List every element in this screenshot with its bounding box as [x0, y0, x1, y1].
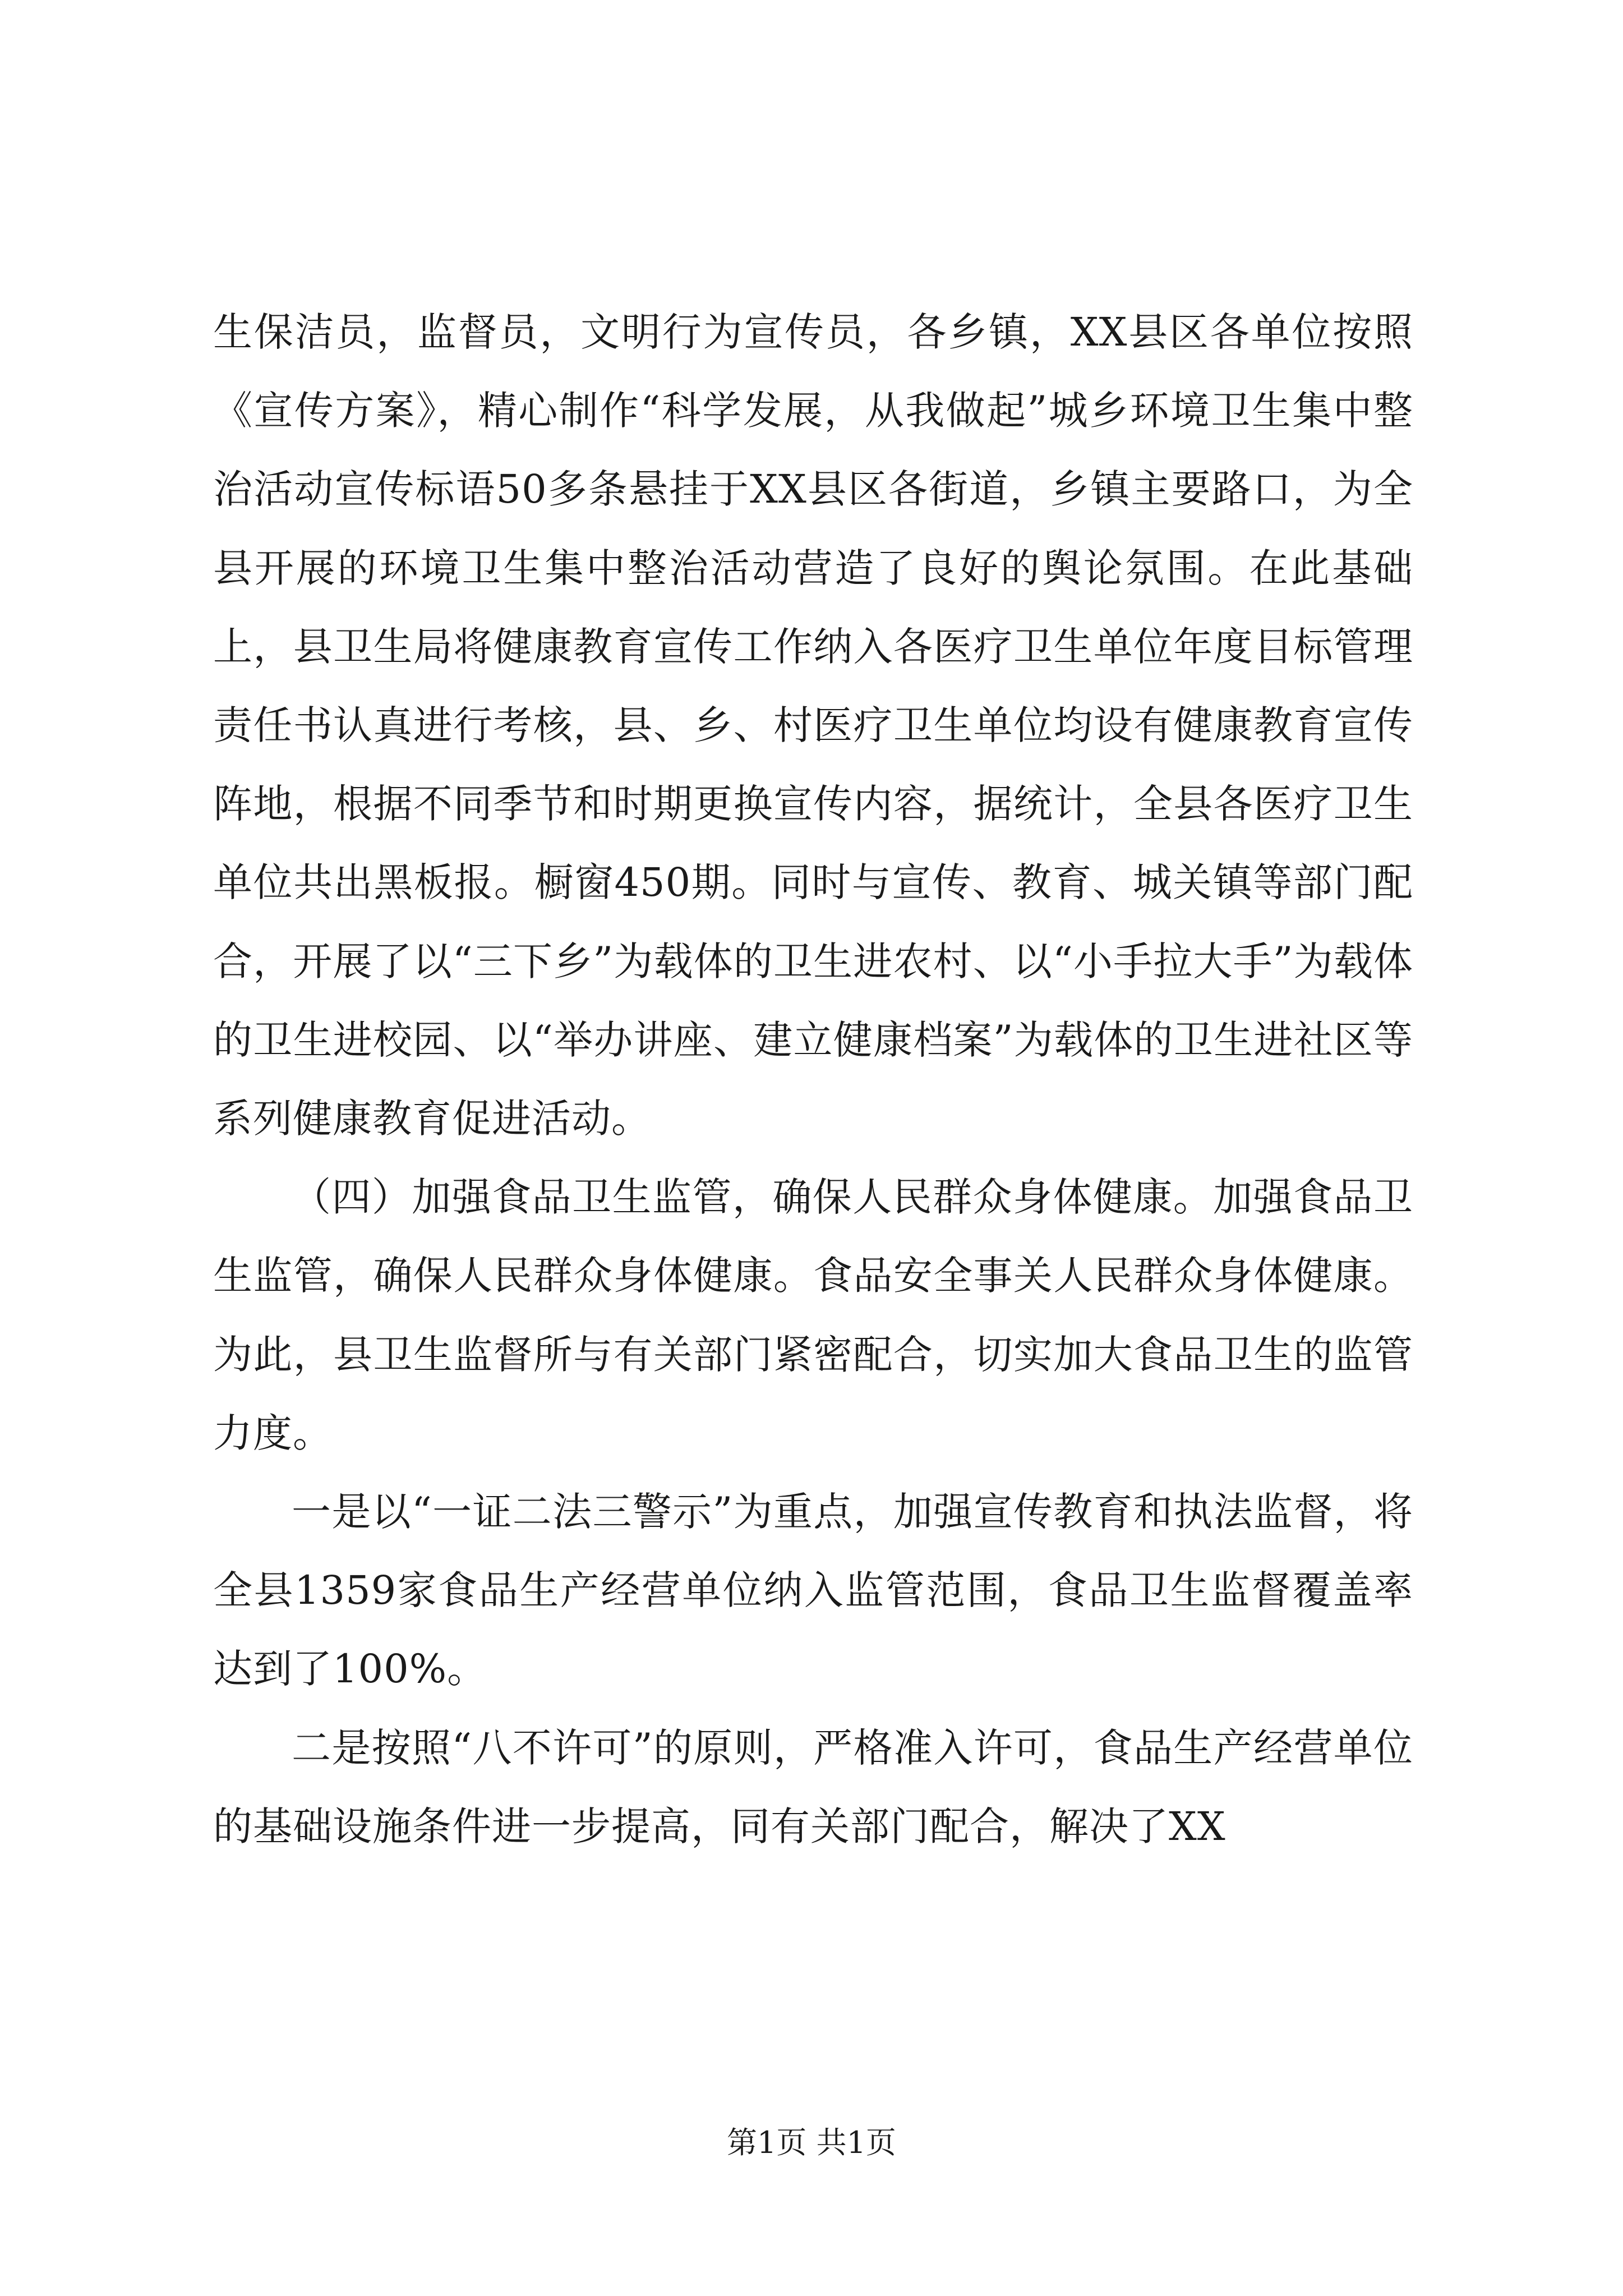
paragraph-section-four: （四）加强食品卫生监管，确保人民群众身体健康。加强食品卫生监管，确保人民群众身体健康。食品安全事关人民群众身体健康。为此，县卫生监督所与有关部门紧密配合，切实加大食品卫生的监管力度。 — [213, 1174, 1413, 1456]
paragraph-point-one: 一是以“一证二法三警示”为重点，加强宣传教育和执法监督，将全县1359家食品生产经营单位纳入监管范围，食品卫生监督覆盖率达到了100%。 — [213, 1489, 1413, 1692]
document-body — [213, 293, 1413, 1866]
paragraph-point-two: 二是按照“八不许可”的原则，严格准入许可，食品生产经营单位的基础设施条件进一步提高，同有关部门配合，解决了XX — [213, 1724, 1413, 1849]
page-footer: 第1页 共1页 — [727, 2125, 896, 2160]
paragraph-continued: 生保洁员，监督员，文明行为宣传员，各乡镇，XX县区各单位按照《宣传方案》，精心制作“科学发展，从我做起”城乡环境卫生集中整治活动宣传标语50多条悬挂于XX县区各街道，乡镇主要路口，为全县开展的环境卫生集中整治活动营造了良好的舆论氛围。在此基础上，县卫生局将健康教育宣传工作纳入各医疗卫生单位年度目标管理责任书认真进行考核，县、乡、村医疗卫生单位均设有健康教育宣传阵地，根据不同季节和时期更换宣传内容，据统计，全县各医疗卫生单位共出黑板报。橱窗450期。同时与宣传、教育、城关镇等部门配合，开展了以“三下乡”为载体的卫生进农村、以“小手拉大手”为载体的卫生进校园、以“举办讲座、建立健康档案”为载体的卫生进社区等系列健康教育促进活动。 — [213, 309, 1413, 1142]
